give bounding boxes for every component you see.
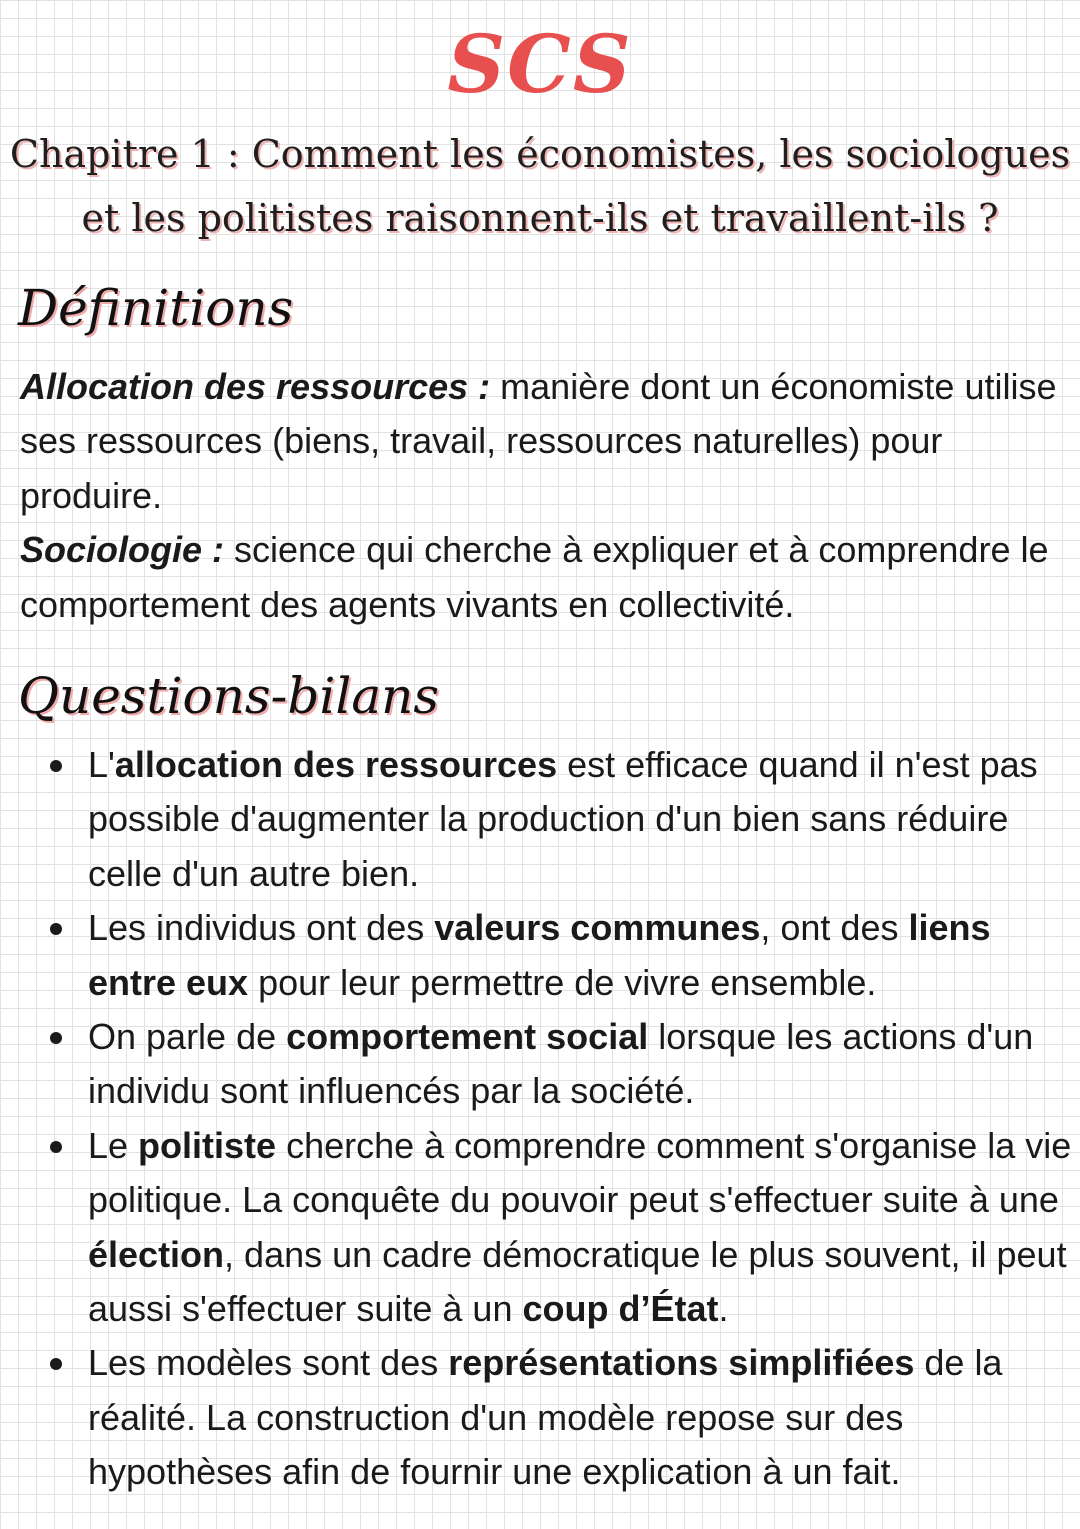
definitions-heading: Définitions	[18, 279, 294, 337]
definition-term: Sociologie :	[20, 529, 225, 571]
bullet-text: lorsque les actions d'un individu sont influencés par la société.	[88, 1016, 1034, 1112]
bullet-keyword: représentations simplifiées	[448, 1342, 915, 1384]
bullet-keyword: coup d’État	[522, 1288, 719, 1330]
bullet-keyword: allocation des ressources	[114, 744, 558, 785]
bullet-text: On parle de	[88, 1016, 287, 1058]
question-bullet-modeles	[88, 1336, 1073, 1499]
definition-text: manière dont un économiste utilise ses ressources (biens, travail, ressources naturelles) pour produire.	[20, 366, 1057, 516]
bullet-keyword: liens entre eux	[88, 907, 991, 1003]
question-bullet-allocation	[88, 738, 1073, 901]
definition-term: Allocation des ressources :	[20, 366, 491, 407]
bullet-text: .	[718, 1288, 729, 1330]
bullet-text: Les individus ont des	[88, 907, 435, 949]
bullet-keyword: élection	[88, 1233, 225, 1275]
question-bullet-politiste	[88, 1119, 1073, 1337]
definition-text: science qui cherche à expliquer et à comprendre le comportement des agents vivants en collectivité.	[20, 529, 1049, 625]
definition-sociologie	[20, 523, 1070, 632]
bullet-text: , ont des	[760, 907, 909, 949]
definition-allocation	[20, 360, 1070, 523]
definitions-list	[20, 360, 1070, 632]
question-bullet-valeurs	[88, 901, 1073, 1010]
bullet-text: de la réalité. La construction d'un modèle repose sur des hypothèses afin de fournir une explication à un fait.	[88, 1342, 1003, 1493]
bullet-text: , dans un cadre démocratique le plus souvent, il peut aussi s'effectuer suite à un	[88, 1233, 1067, 1330]
subject-title: SCS	[447, 17, 633, 111]
chapter-title-line-2: et les politistes raisonnent-ils et travaillent-ils ?	[81, 196, 999, 240]
bullet-keyword: politiste	[138, 1124, 277, 1166]
bullet-text: Le	[88, 1124, 139, 1166]
bullet-text: Les modèles sont des	[88, 1342, 449, 1384]
bullet-text: est efficace quand il n'est pas possible d'augmenter la production d'un bien sans réduire celle d'un autre bien.	[88, 744, 1038, 894]
bullet-text: cherche à comprendre comment s'organise la vie politique. La conquête du pouvoir peut s'effectuer suite à une	[88, 1124, 1072, 1221]
question-bullet-comportement	[88, 1010, 1073, 1119]
bullet-text: L'	[88, 744, 115, 785]
questions-heading: Questions-bilans	[18, 667, 440, 725]
chapter-title	[0, 122, 1080, 250]
bullet-keyword: valeurs communes	[434, 907, 761, 949]
questions-list	[88, 738, 1073, 1500]
bullet-text: pour leur permettre de vivre ensemble.	[248, 961, 877, 1003]
chapter-title-line-1: Chapitre 1 : Comment les économistes, les sociologues	[9, 132, 1071, 176]
bullet-keyword: comportement social	[286, 1016, 649, 1058]
